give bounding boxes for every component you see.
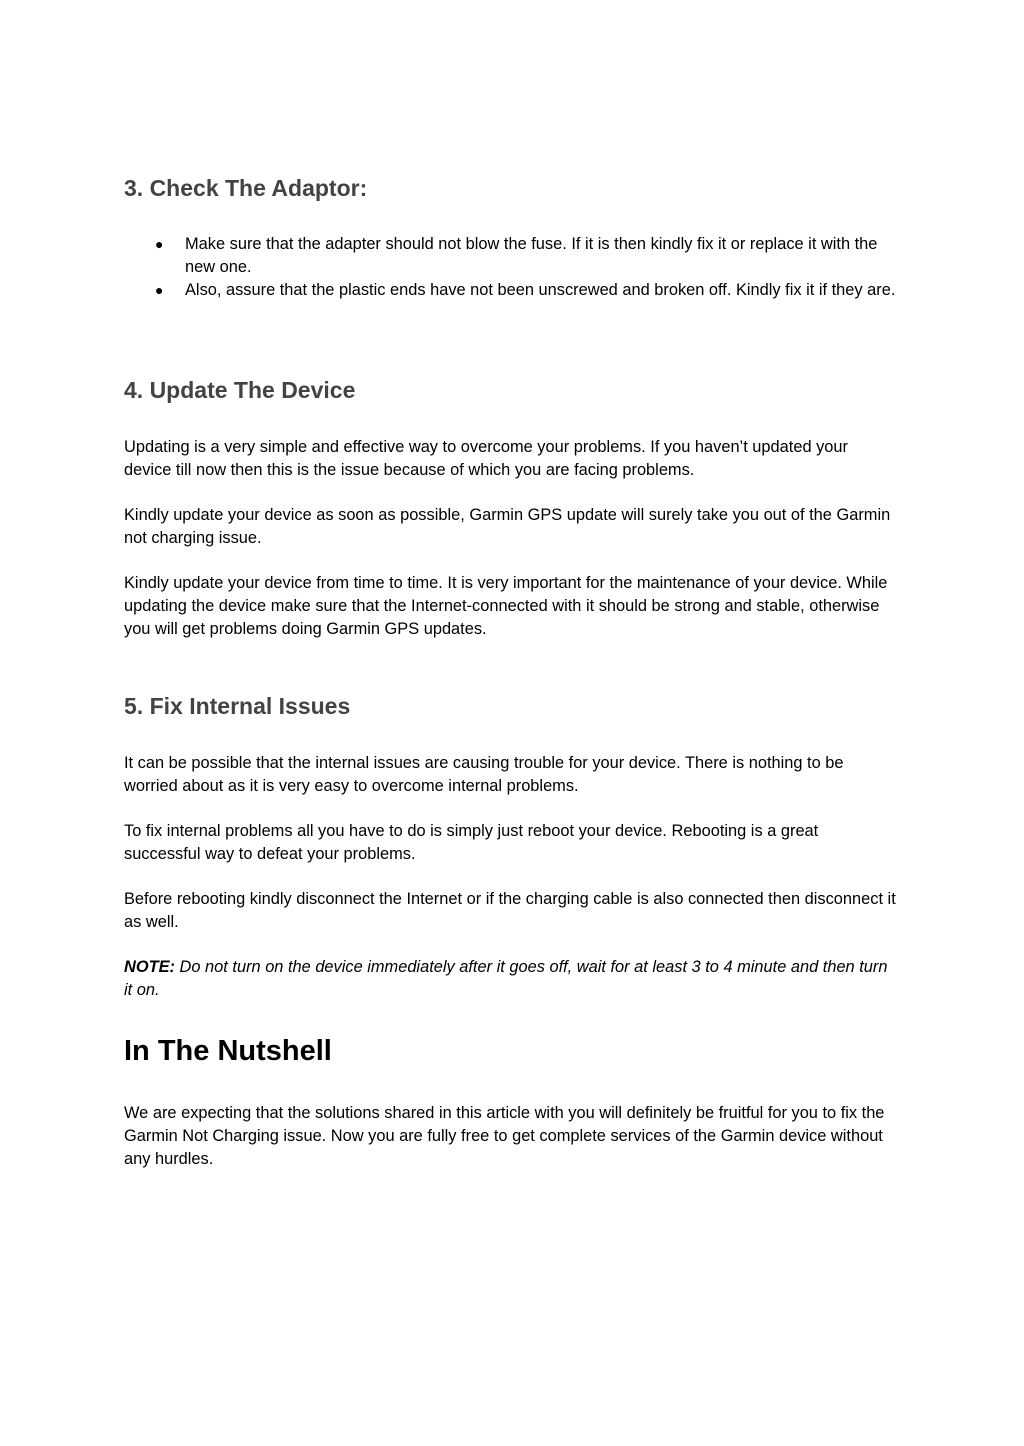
paragraph-updating-intro: Updating is a very simple and effective way to overcome your problems. If you haven’t updated your device till now then this is the issue because of which you are facing problems. xyxy=(124,438,848,479)
list-item-text: Make sure that the adapter should not blow the fuse. If it is then kindly fix it or replace it with the new one. xyxy=(185,235,878,276)
paragraph-conclusion: We are expecting that the solutions shared in this article with you will definitely be fruitful for you to fix the Garmin Not Charging issue. Now you are fully free to get complete services of the Garmin device without any hurdles. xyxy=(124,1104,885,1168)
document-page xyxy=(124,0,904,1446)
paragraph-internal-intro: It can be possible that the internal issues are causing trouble for your device. There is nothing to be worried about as it is very easy to overcome internal problems. xyxy=(124,754,844,795)
note-text: Do not turn on the device immediately after it goes off, wait for at least 3 to 4 minute and then turn it on. xyxy=(124,958,888,999)
paragraph-update-asap: Kindly update your device as soon as possible, Garmin GPS update will surely take you out of the Garmin not charging issue. xyxy=(124,506,891,547)
paragraph-disconnect: Before rebooting kindly disconnect the Internet or if the charging cable is also connected then disconnect it as well. xyxy=(124,890,896,931)
list-item-text: Also, assure that the plastic ends have not been unscrewed and broken off. Kindly fix it if they are. xyxy=(185,281,896,299)
paragraph-update-regularly: Kindly update your device from time to time. It is very important for the maintenance of your device. While updating the device make sure that the Internet-connected with it should be strong and stable, otherwise you will get problems doing Garmin GPS updates. xyxy=(124,574,888,638)
note-paragraph xyxy=(124,956,899,1002)
note-label: NOTE: xyxy=(124,958,175,976)
list-item xyxy=(124,233,899,279)
heading-update-device: 4. Update The Device xyxy=(124,377,356,403)
heading-fix-internal: 5. Fix Internal Issues xyxy=(124,693,351,719)
list-item xyxy=(124,279,899,302)
bullet-icon: ● xyxy=(155,282,164,298)
adaptor-bullet-list xyxy=(124,233,904,302)
heading-in-the-nutshell: In The Nutshell xyxy=(124,1035,332,1067)
heading-check-adaptor: 3. Check The Adaptor: xyxy=(124,175,368,201)
paragraph-reboot: To fix internal problems all you have to do is simply just reboot your device. Rebooting is a great successful way to defeat your problems. xyxy=(124,822,819,863)
bullet-icon: ● xyxy=(155,236,164,252)
